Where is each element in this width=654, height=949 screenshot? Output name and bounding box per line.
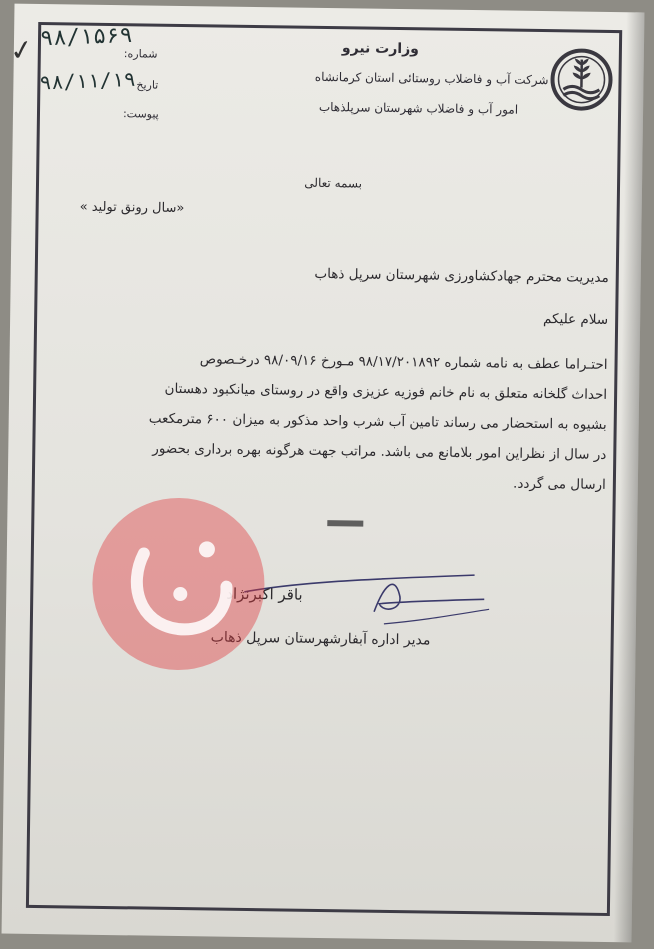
paragraph-line: بشیوه به استحضار می رساند تامین آب شرب واحد مذکور به میزان ۶۰۰ مترمکعب	[148, 410, 607, 433]
paragraph-line: ارسال می گردد.	[512, 475, 606, 493]
year-slogan: «سال رونق تولید »	[79, 199, 185, 217]
number-label: شماره:	[123, 47, 158, 61]
stamp-mark	[327, 520, 363, 527]
paragraph-line: در سال از نظراین امور بلامانع می باشد. مراتب جهت هرگونه بهره برداری بحضور	[152, 440, 607, 463]
attachment-label: پیوست:	[122, 107, 159, 121]
letter-number-handwritten: ۹۸/۱۵۶۹	[39, 22, 134, 52]
addressee: مدیریت محترم جهادکشاورزی شهرستان سرپل ذهاب	[314, 265, 609, 286]
letter-page	[2, 4, 645, 943]
signatory-title: مدیر اداره آبفارشهرستان سرپل ذهاب	[210, 629, 431, 649]
paragraph-line: احداث گلخانه متعلق به نام خانم فوزیه عزیزی واقع در روستای میانکبود دهستان	[164, 380, 608, 403]
date-label: تاریخ	[136, 78, 159, 92]
check-mark-icon: ✓	[7, 32, 36, 69]
letter-body	[66, 262, 609, 500]
letter-date-handwritten: ۹۸/۱۱/۱۹	[39, 66, 137, 95]
greeting: سلام علیکم	[542, 311, 609, 328]
tasnim-logo-icon	[87, 493, 269, 675]
company-name: شرکت آب و فاضلاب روستائی استان کرمانشاه	[314, 69, 549, 88]
signatory-name: باقر اکبرنژاد	[226, 584, 303, 604]
wheat-emblem-icon	[549, 47, 614, 112]
paragraph-line: احتـراما عطف به نامه شماره ۹۸/۱۷/۲۰۱۸۹۲ مـورخ ۹۸/۰۹/۱۶ درخـصوص	[199, 351, 608, 373]
basmala: بسمه تعالی	[304, 175, 363, 191]
ministry-title: وزارت نیرو	[341, 40, 420, 58]
department-name: امور آب و فاضلاب شهرستان سرپلذهاب	[318, 99, 519, 117]
